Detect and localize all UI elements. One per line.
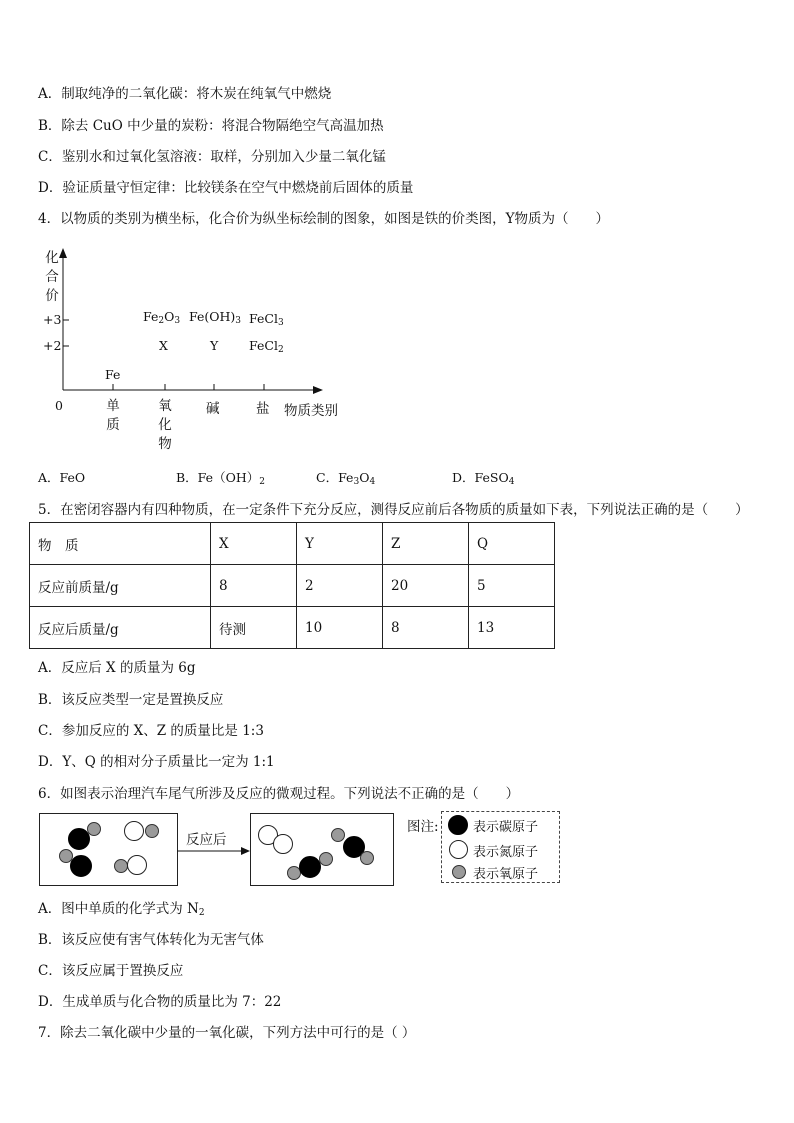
legend-nitrogen-label: 表示氮原子 [473, 845, 539, 860]
oxygen-atom [360, 851, 374, 865]
q4-point-fecl2: FeCl$_2$ [249, 338, 284, 355]
q5-mass-table [29, 522, 555, 649]
oxygen-atom-icon [452, 865, 466, 879]
q4-x-category-base: 碱 [206, 401, 220, 417]
q5-option-a: A．反应后 X 的质量为 6g [38, 660, 196, 676]
table-cell: 5 [469, 565, 555, 607]
q6-legend-title: 图注: [407, 819, 439, 835]
table-cell: 物 质 [30, 523, 211, 565]
table-row [30, 565, 555, 607]
q4-x-axis-label: 物质类别 [284, 403, 338, 419]
oxygen-atom [87, 822, 101, 836]
table-cell: 反应前质量/g [30, 565, 211, 607]
legend-carbon-label: 表示碳原子 [473, 820, 539, 835]
nitrogen-atom-icon [449, 840, 468, 859]
q5-option-c: C．参加反应的 X、Z 的质量比是 1:3 [38, 723, 264, 739]
table-cell: 20 [383, 565, 469, 607]
table-cell: 2 [297, 565, 383, 607]
table-cell: 13 [469, 607, 555, 649]
q4-option-b: B．$Fe(OH)_2$ [176, 470, 265, 487]
q4-y-axis-label: 化 合 价 [45, 250, 59, 304]
q6-legend [441, 811, 560, 883]
q6-arrow-label: 反应后 [186, 832, 227, 848]
q5-stem: 5．在密闭容器内有四种物质，在一定条件下充分反应，测得反应前后各物质的质量如下表，下列说法正确的是（ ） [38, 502, 749, 518]
q6-option-d: D．生成单质与化合物的质量比为 7：22 [38, 994, 282, 1010]
oxygen-atom [59, 849, 73, 863]
oxygen-atom [145, 824, 159, 838]
table-cell: Q [469, 523, 555, 565]
table-header-row [30, 523, 555, 565]
q6-option-a: A．图中单质的化学式为 $N_2$ [38, 901, 205, 918]
table-cell: 反应后质量/g [30, 607, 211, 649]
oxygen-atom [114, 859, 128, 873]
table-cell: 8 [383, 607, 469, 649]
q4-option-c: C．$Fe_3O_4$ [316, 470, 376, 487]
q6-option-c: C．该反应属于置换反应 [38, 963, 184, 979]
nitrogen-atom [124, 821, 144, 841]
q4-point-fecl3: FeCl$_3$ [249, 311, 284, 328]
q4-y-tick-plus3: +3 [43, 312, 62, 327]
q5-option-d: D．Y、Q 的相对分子质量比一定为 1:1 [38, 754, 275, 770]
table-cell: 8 [211, 565, 297, 607]
q3-option-b: B．除去 CuO 中少量的炭粉：将混合物隔绝空气高温加热 [38, 118, 384, 134]
q4-point-x: X [159, 338, 168, 353]
q4-x-category-oxide: 氧 化 物 [158, 398, 172, 452]
q4-option-a: A．FeO [38, 470, 86, 485]
q4-origin-label: 0 [55, 398, 63, 413]
table-cell: X [211, 523, 297, 565]
table-cell: 待测 [211, 607, 297, 649]
table-cell: Z [383, 523, 469, 565]
q4-stem: 4．以物质的类别为横坐标，化合价为纵坐标绘制的图象，如图是铁的价类图，Y物质为（ ） [38, 211, 609, 227]
q6-option-b: B．该反应使有害气体转化为无害气体 [38, 932, 264, 948]
q3-option-c: C．鉴别水和过氧化氢溶液：取样，分别加入少量二氧化锰 [38, 149, 386, 165]
nitrogen-atom [273, 834, 293, 854]
q4-point-y: Y [210, 338, 219, 353]
q5-option-b: B．该反应类型一定是置换反应 [38, 692, 224, 708]
q6-stem: 6．如图表示治理汽车尾气所涉及反应的微观过程。下列说法不正确的是（ ） [38, 786, 520, 802]
carbon-atom-icon [448, 815, 468, 835]
carbon-atom [70, 855, 92, 877]
q6-before-reaction-box [39, 813, 178, 886]
q3-option-a: A．制取纯净的二氧化碳：将木炭在纯氧气中燃烧 [38, 86, 332, 102]
table-cell: 10 [297, 607, 383, 649]
q6-after-reaction-box [250, 813, 394, 886]
q4-y-tick-plus2: +2 [43, 338, 62, 353]
nitrogen-atom [127, 855, 147, 875]
oxygen-atom [331, 828, 345, 842]
table-cell: Y [297, 523, 383, 565]
q4-x-category-elemental: 单 质 [106, 398, 120, 433]
carbon-atom [299, 856, 321, 878]
table-row [30, 607, 555, 649]
q7-stem: 7．除去二氧化碳中少量的一氧化碳，下列方法中可行的是（ ） [38, 1025, 416, 1041]
q4-x-category-salt: 盐 [256, 401, 270, 417]
q4-point-feoh3: $Fe(OH)_3$ [189, 309, 242, 326]
q4-option-d: D．FeSO$_4$ [452, 470, 515, 487]
q4-point-fe: Fe [105, 367, 121, 382]
reaction-arrow-icon [177, 845, 251, 857]
q4-point-fe2o3: $Fe_2O_3$ [143, 309, 181, 326]
oxygen-atom [319, 852, 333, 866]
legend-oxygen-label: 表示氧原子 [473, 867, 539, 882]
q3-option-d: D．验证质量守恒定律：比较镁条在空气中燃烧前后固体的质量 [38, 180, 414, 196]
